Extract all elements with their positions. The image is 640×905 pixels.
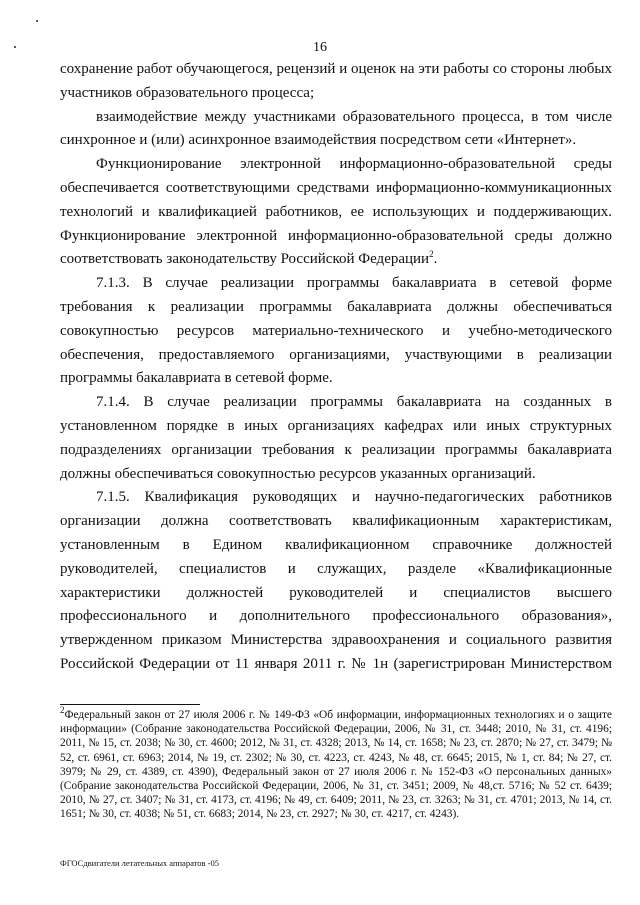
paragraph-text: Функционирование электронной информационно-образовательной среды обеспечивается соответствующими средствами информационно-коммуникационных технологий и квалификацией работников, ее использующих и поддерживающих. Функционирование электронной информационно-образовательной среды должно соответствовать законодательству Российской Федерации — [60, 156, 612, 268]
footnote-separator — [60, 704, 200, 705]
scan-speck — [36, 20, 38, 22]
paragraph: 7.1.4. В случае реализации программы бакалавриата на созданных в установленном порядке в иных организациях кафедрах или иных структурных подразделениях организации требования к реализации программы бакалавриата должны обеспечиваться совокупностью ресурсов указанных организаций. — [60, 394, 612, 482]
paragraph: взаимодействие между участниками образовательного процесса, в том числе синхронное и (или) асинхронное взаимодействия посредством сети «Интернет». — [60, 108, 612, 149]
page-number: 16 — [313, 40, 327, 55]
paragraph: 7.1.5. Квалификация руководящих и научно-педагогических работников организации должна соответствовать квалификационным характеристикам, установленным в Едином квалификационном справочнике должностей руководителей, специалистов и служащих, разделе «Квалификационные характеристики должностей руководителей и специалистов высшего профессионального и дополнительного профессионального образования», утвержденном приказом Министерства здравоохранения и социального развития Российской Федерации от 11 января 2011 г. № 1н (зарегистрирован Министерством — [60, 489, 612, 672]
body-text — [60, 58, 612, 677]
footnote-ref[interactable]: 2 — [429, 249, 434, 260]
paragraph: сохранение работ обучающегося, рецензий и оценок на эти работы со стороны любых участников образовательного процесса; — [60, 61, 612, 101]
paragraph — [60, 153, 612, 272]
footnote — [60, 705, 612, 822]
footnote-marker: 2 — [60, 705, 65, 716]
footnote-text: Федеральный закон от 27 июля 2006 г. № 149-ФЗ «Об информации, информационных технологиях и о защите информации» (Собрание законодательства Российской Федерации, 2006, № 31, ст. 3448; 2010, № 31, ст. 4196; 2011, № 15, ст. 2038; № 30, ст. 4600; 2012, № 31, ст. 4328; 2013, № 14, ст. 1658; № 23, ст. 2870; № 27, ст. 3479; № 52, ст. 6961, ст. 6963; 2014, № 19, ст. 2302; № 30, ст. 4223, ст. 4243, № 48, ст. 6645; 2015, № 1, ст. 84; № 27, ст. 3979; № 29, ст. 4389, ст. 4390), Федеральный закон от 27 июля 2006 г. № 152-ФЗ «О персональных данных» (Собрание законодательства Российской Федерации, 2006, № 31, ст. 3451; 2009, № 48,ст. 5716; № 52 ст. 6439; 2010, № 27, ст. 3407; № 31, ст. 4173, ст. 4196; № 49, ст. 6409; 2011, № 23, ст. 3263; № 31, ст. 4701; 2013, № 14, ст. 1651; № 30, ст. 4038; № 51, ст. 6683; 2014, № 23, ст. 2927; № 30, ст. 4217, ст. 4243). — [60, 709, 612, 821]
paragraph: 7.1.3. В случае реализации программы бакалавриата в сетевой форме требования к реализации программы бакалавриата должны обеспечиваться совокупностью ресурсов материально-технического и учебно-методического обеспечения, предоставляемого организациями, участвующими в реализации программы бакалавриата в сетевой форме. — [60, 275, 612, 387]
paragraph-end: . — [433, 251, 438, 268]
page-footer: ФГОСдвигатели летательных аппаратов -05 — [60, 858, 219, 868]
